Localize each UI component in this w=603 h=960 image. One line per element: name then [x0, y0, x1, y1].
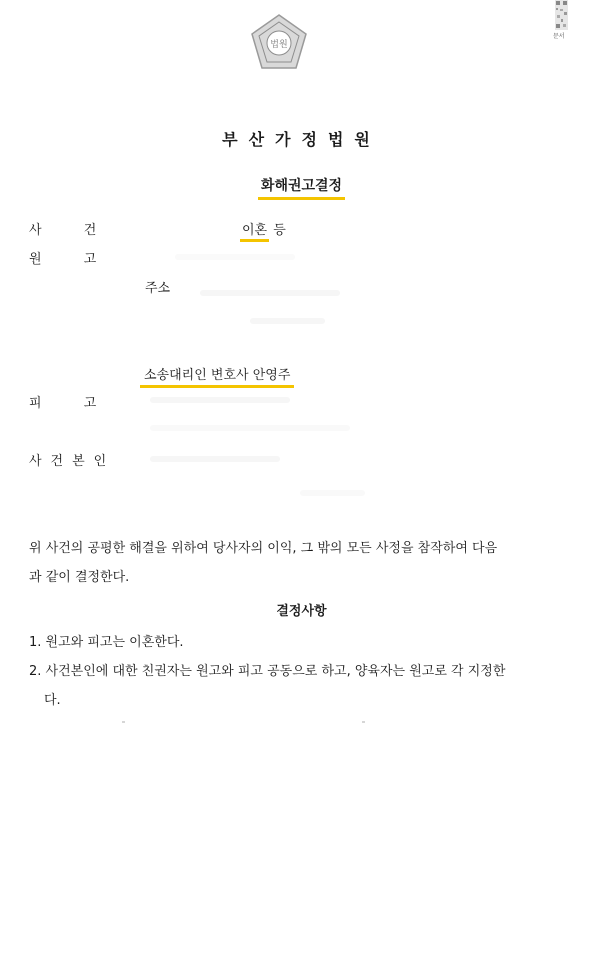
redacted-plaintiff-name	[175, 254, 295, 260]
case-type-suffix: 등	[273, 223, 286, 238]
court-seal-logo	[248, 12, 310, 74]
qr-label: 문서	[553, 33, 565, 40]
case-type-highlight: 이혼	[240, 219, 269, 242]
case-type	[240, 219, 286, 242]
decision-item-2-line-1: 2. 사건본인에 대한 친권자는 원고와 피고 공동으로 하고, 양육자는 원고로 각 지정한	[29, 664, 506, 679]
redacted-defendant-address	[150, 425, 350, 431]
document-title	[0, 175, 603, 200]
redacted-principal-info	[300, 490, 365, 496]
counsel-text: 소송대리인 변호사 안영주	[140, 364, 294, 388]
decision-item-2-line-2: 다.	[44, 693, 61, 708]
address-label: 주소	[145, 281, 171, 296]
principal-label: 사건본인	[29, 454, 116, 469]
document-title-text: 화해권고결정	[258, 175, 345, 200]
scan-mark	[362, 721, 365, 723]
intro-line-2: 과 같이 결정한다.	[29, 570, 130, 585]
case-label: 사 건	[29, 223, 97, 238]
redacted-defendant-name	[150, 397, 290, 403]
plaintiff-label: 원 고	[29, 252, 97, 267]
redacted-address-line2	[250, 318, 325, 324]
defendant-label: 피 고	[29, 396, 97, 411]
decision-title: 결정사항	[276, 604, 327, 619]
redacted-address-line1	[200, 290, 340, 296]
counsel	[140, 364, 294, 388]
svg-text:법원: 법원	[270, 40, 288, 50]
qr-code-icon	[555, 0, 568, 30]
scan-mark	[122, 721, 125, 723]
decision-item-1: 1. 원고와 피고는 이혼한다.	[29, 635, 184, 650]
intro-line-1: 위 사건의 공평한 해결을 위하여 당사자의 이익, 그 밖의 모든 사정을 참작하여 다음	[29, 541, 498, 556]
redacted-principal-name	[150, 456, 280, 462]
court-name: 부산가정법원	[222, 130, 381, 149]
